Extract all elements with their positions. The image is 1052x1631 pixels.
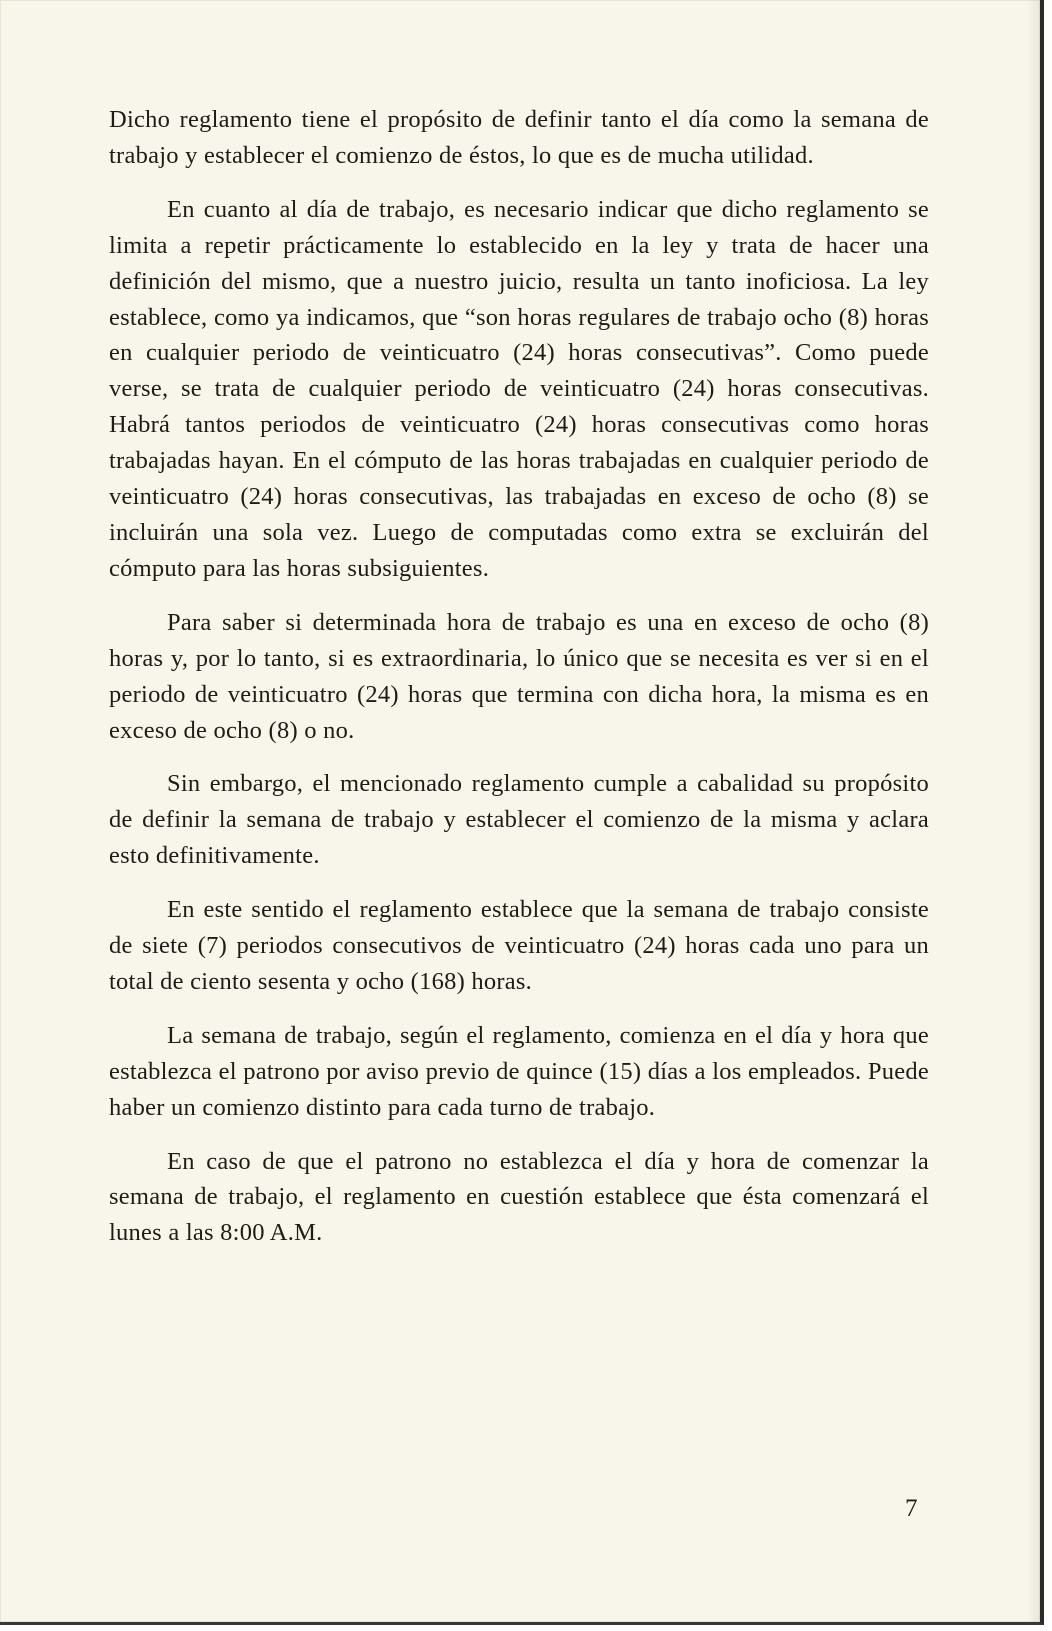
paragraph-4: Sin embargo, el mencionado reglamento cumple a cabalidad su propósito de definir la semana de trabajo y establecer el comienzo de la misma y aclara esto definitivamente. [109, 770, 929, 870]
paragraph-7: En caso de que el patrono no establezca el día y hora de comenzar la semana de trabajo, el reglamento en cuestión establece que ésta comenzará el lunes a las 8:00 A.M. [109, 1147, 929, 1247]
paragraph-5: En este sentido el reglamento establece que la semana de trabajo consiste de siete (7) periodos consecutivos de veinticuatro (24) horas cada uno para un total de ciento sesenta y ocho (168) horas. [109, 896, 929, 995]
page-edge-shadow [1026, 0, 1040, 1622]
paragraph-6: La semana de trabajo, según el reglamento, comienza en el día y hora que establezca el patrono por aviso previo de quince (15) días a los empleados. Puede haber un comienzo distinto para cada turno de trabajo. [109, 1021, 929, 1121]
paragraph-1: Dicho reglamento tiene el propósito de definir tanto el día como la semana de trabajo y establecer el comienzo de éstos, lo que es de mucha utilidad. [109, 106, 929, 169]
paragraph-3: Para saber si determinada hora de trabajo es una en exceso de ocho (8) horas y, por lo tanto, si es extraordinaria, lo único que se necesita es ver si en el periodo de veinticuatro (24) horas que termina con dicha hora, la misma es en exceso de ocho (8) o no. [109, 608, 929, 744]
page-number: 7 [905, 1495, 918, 1522]
paragraph-2: En cuanto al día de trabajo, es necesario indicar que dicho reglamento se limita a repetir prácticamente lo establecido en la ley y trata de hacer una definición del mismo, que a nuestro juicio, resulta un tanto inoficiosa. La ley establece, como ya indicamos, que “son horas regulares de trabajo ocho (8) horas en cualquier periodo de veinticuatro (24) horas consecutivas”. Como puede verse, se trata de cualquier periodo de veinticuatro (24) horas consecutivas. Habrá tantos periodos de veinticuatro (24) horas consecutivas como horas trabajadas hayan. En el cómputo de las horas trabajadas en cualquier periodo de veinticuatro (24) horas consecutivas, las trabajadas en exceso de ocho (8) se incluirán una sola vez. Luego de computadas como extra se excluirán del cómputo para las horas subsiguientes. [109, 195, 929, 582]
body-text [109, 102, 929, 1269]
